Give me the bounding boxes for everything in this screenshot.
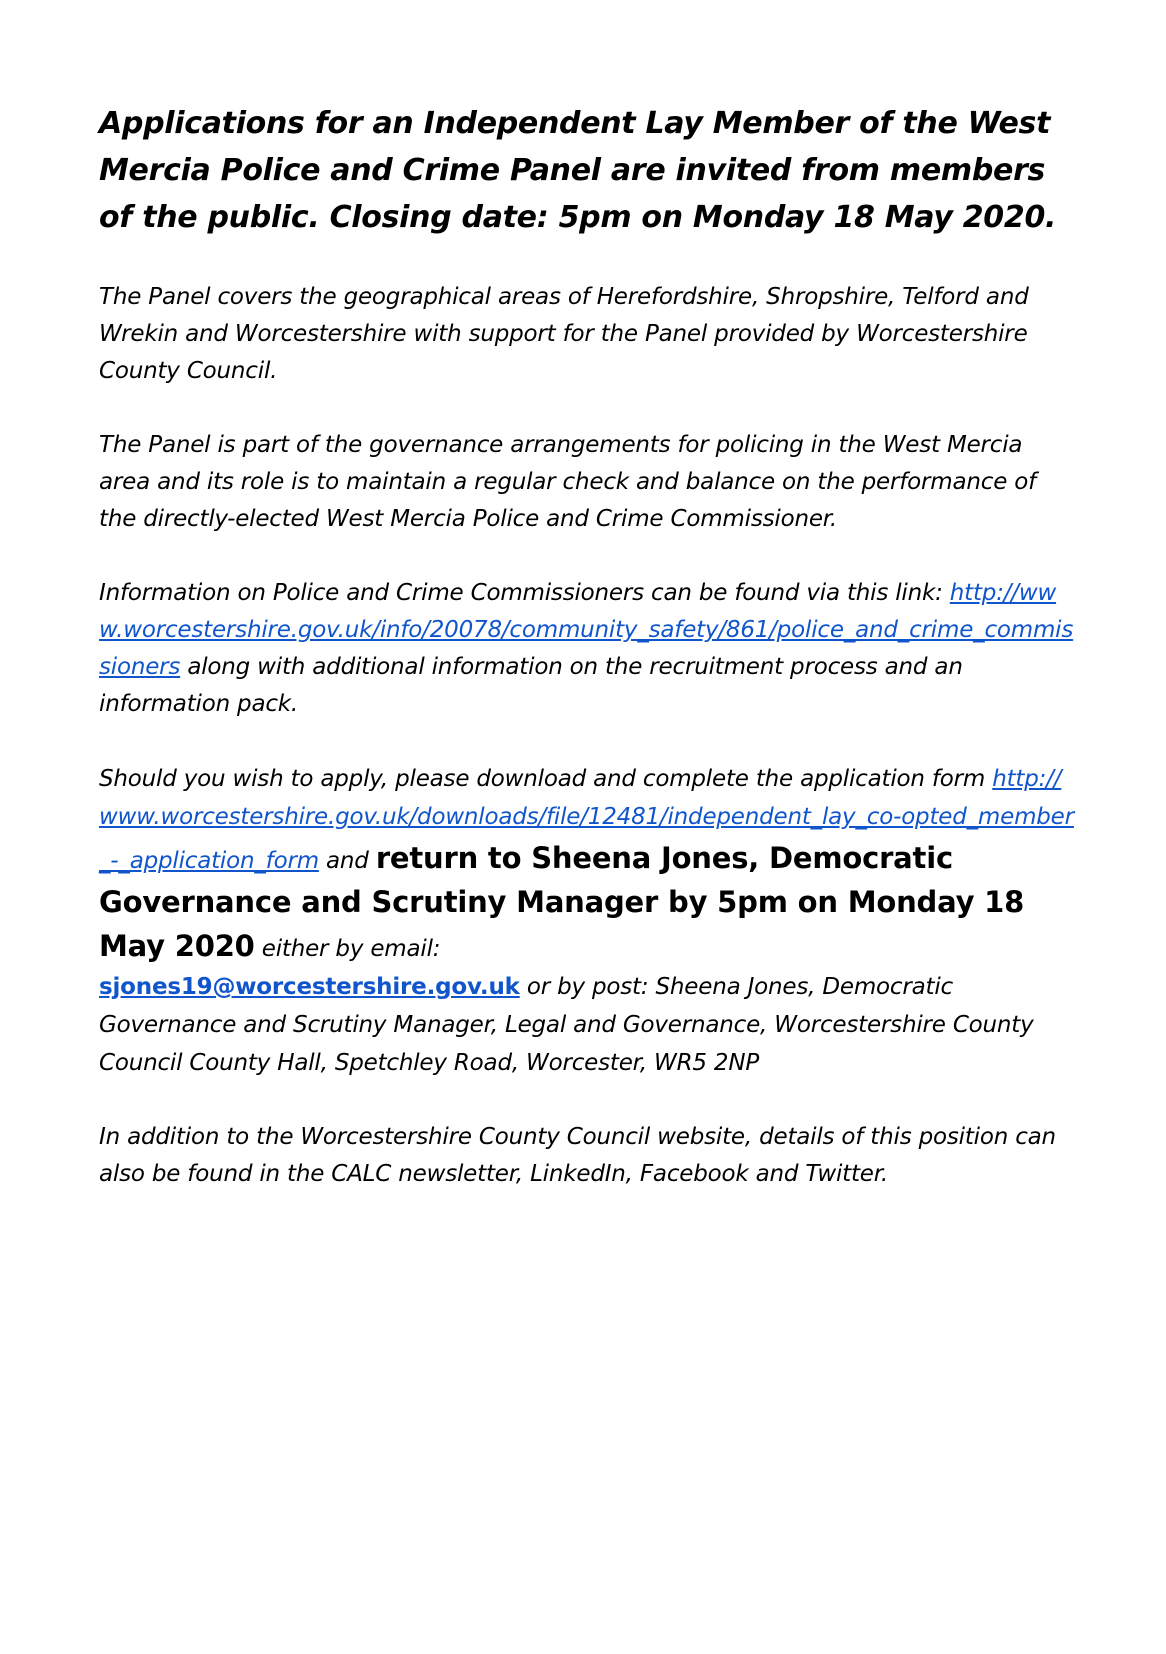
paragraph-additional-channels: In addition to the Worcestershire County Council website, details of this position can also be found in the CALC newsletter, LinkedIn, Facebook and Twitter.	[99, 1124, 1056, 1187]
apply-either-email: either by email:	[254, 936, 441, 962]
contact-email-link[interactable]: sjones19@worcestershire.gov.uk	[99, 974, 520, 1000]
pcc-info-link[interactable]: http://www.worcestershire.gov.uk/info/20078/community_safety/861/police_and_crime_commissioners	[99, 580, 1074, 680]
apply-postal-address: or by post: Sheena Jones, Democratic Governance and Scrutiny Manager, Legal and Governance, Worcestershire County Council County Hall, Spetchley Road, Worcester, WR5 2NP	[99, 974, 1034, 1076]
apply-return-instructions: return to Sheena Jones, Democratic Governance and Scrutiny Manager by 5pm on Monday 18 May 2020	[99, 841, 1025, 963]
document-heading: Applications for an Independent Lay Member of the West Mercia Police and Crime Panel are invited from members of the public. Closing date: 5pm on Monday 18 May 2020.	[99, 106, 1057, 235]
pcc-info-intro: Information on Police and Crime Commissioners can be found via this link:	[99, 580, 950, 606]
document-body	[99, 100, 1074, 1230]
apply-and: and	[318, 848, 376, 874]
paragraph-panel-coverage: The Panel covers the geographical areas of Herefordshire, Shropshire, Telford and Wrekin and Worcestershire with support for the Panel provided by Worcestershire County Council.	[99, 284, 1029, 384]
application-form-link[interactable]: http://www.worcestershire.gov.uk/downloads/file/12481/independent_lay_co-opted_member_-_application_form	[99, 766, 1074, 874]
pcc-info-outro: along with additional information on the recruitment process and an information pack.	[99, 654, 963, 717]
paragraph-how-to-apply	[99, 760, 1074, 1082]
paragraph-panel-role: The Panel is part of the governance arrangements for policing in the West Mercia area and its role is to maintain a regular check and balance on the performance of the directly-elected West Mercia Police and Crime Commissioner.	[99, 432, 1037, 532]
apply-intro: Should you wish to apply, please download and complete the application form	[99, 766, 993, 792]
paragraph-pcc-info	[99, 575, 1074, 723]
